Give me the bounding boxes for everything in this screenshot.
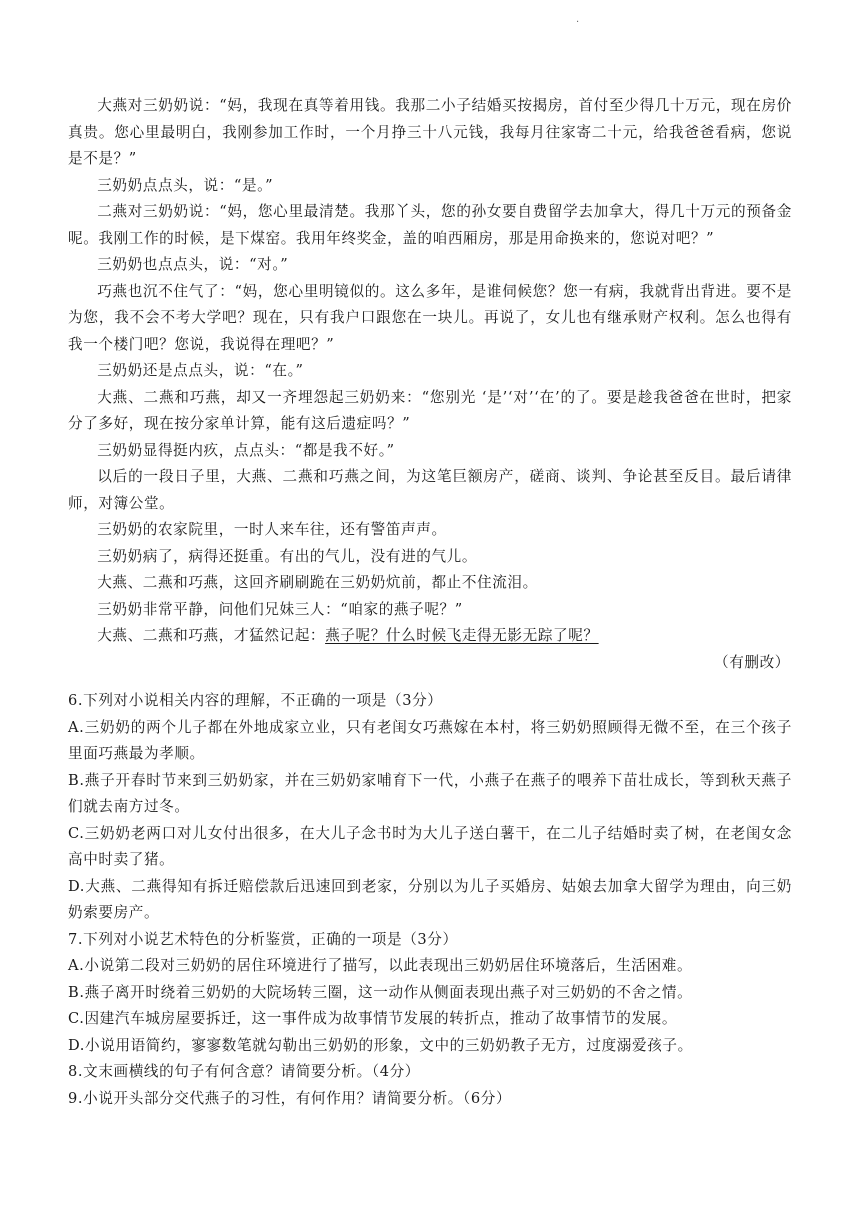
story-paragraph: 以后的一段日子里，大燕、二燕和巧燕之间，为这笔巨额房产，磋商、谈判、争论甚至反目。最后请律师，对簿公堂。 (68, 468, 792, 512)
question-7-option-c: C.因建汽车城房屋要拆迁，这一事件成为故事情节发展的转折点，推动了故事情节的发展。 (68, 1010, 678, 1027)
source-note: （有删改） (714, 653, 790, 671)
question-6-option-b: B.燕子开春时节来到三奶奶家，并在三奶奶家哺育下一代，小燕子在燕子的喂养下苗壮成长，等到秋天燕子们就去南方过冬。 (68, 771, 792, 815)
story-paragraph: 三奶奶的农家院里，一时人来车往，还有警笛声声。 (97, 521, 447, 538)
story-paragraph: 三奶奶病了，病得还挺重。有出的气儿，没有进的气儿。 (97, 547, 478, 565)
story-paragraph: 大燕、二燕和巧燕，这回齐刷刷跪在三奶奶炕前，都止不住流泪。 (97, 574, 538, 591)
story-paragraph: 三奶奶也点点头，说：“对。” (97, 256, 289, 273)
question-6-option-d: D.大燕、二燕得知有拆迁赔偿款后迅速回到老家，分别以为儿子买婚房、姑娘去加拿大留学为理由，向三奶奶索要房产。 (68, 877, 792, 921)
story-paragraph: 大燕对三奶奶说：“妈，我现在真等着用钱。我那二小子结婚买按揭房，首付至少得几十万元，现在房价真贵。您心里最明白，我刚参加工作时，一个月挣三十八元钱，我每月往家寄二十元，给我爸爸看病，您说是不是？” (68, 97, 792, 167)
story-paragraph: 三奶奶非常平静，问他们兄妹三人：“咱家的燕子呢？” (97, 600, 463, 618)
story-last-paragraph (68, 623, 792, 650)
story-paragraph: 巧燕也沉不住气了：“妈，您心里明镜似的。这么多年，是谁伺候您？您一有病，我就背出背进。要不是为您，我不会不考大学吧？现在，只有我户口跟您在一块儿。再说了，女儿也有继承财产权利。怎么也得有我一个楼门吧？您说，我说得在理吧？” (68, 282, 792, 353)
question-7-option-a: A.小说第二段对三奶奶的居住环境进行了描写，以此表现出三奶奶居住环境落后，生活困难。 (68, 957, 693, 974)
story-passage (68, 93, 792, 676)
header-mark: . (576, 14, 580, 25)
question-6-stem: 6.下列对小说相关内容的理解，不正确的一项是（3分） (68, 692, 443, 709)
story-paragraph: 三奶奶还是点点头，说：“在。” (97, 362, 304, 379)
question-7-option-b: B.燕子离开时绕着三奶奶的大院场转三圈，这一动作从侧面表现出燕子对三奶奶的不舍之情。 (68, 983, 693, 1001)
question-6-option-c: C.三奶奶老两口对儿女付出很多，在大儿子念书时为大儿子送白薯干，在二儿子结婚时卖了树，在老闺女念高中时卖了猪。 (68, 824, 792, 868)
story-paragraph: 三奶奶显得挺内疚，点点头：“都是我不好。” (97, 441, 395, 459)
question-7-stem: 7.下列对小说艺术特色的分析鉴赏，正确的一项是（3分） (68, 930, 458, 948)
question-8-stem: 8.文末画横线的句子有何含意？请简要分析。（4分） (68, 1063, 420, 1080)
question-9-stem: 9.小说开头部分交代燕子的习性，有何作用？请简要分析。（6分） (68, 1089, 512, 1107)
last-paragraph-prefix: 大燕、二燕和巧燕，才猛然记起： (97, 627, 326, 644)
story-paragraph: 大燕、二燕和巧燕，却又一齐埋怨起三奶奶来：“您别光 ‘是’‘对’‘在’的了。要是趁我爸爸在世时，把家分了多好，现在按分家单计算，能有这后遗症吗？” (68, 388, 792, 432)
story-paragraph: 二燕对三奶奶说：“妈，您心里最清楚。我那丫头，您的孙女要自费留学去加拿大，得几十万元的预备金呢。我刚工作的时候，是下煤窑。我用年终奖金，盖的咱西厢房，那是用命换来的，您说对吧？” (68, 203, 792, 247)
questions-section (68, 688, 792, 1112)
question-6-option-a: A.三奶奶的两个儿子都在外地成家立业，只有老闺女巧燕嫁在本村，将三奶奶照顾得无微不至，在三个孩子里面巧燕最为孝顺。 (68, 718, 792, 762)
underlined-sentence: 燕子呢？什么时候飞走得无影无踪了呢？ (325, 627, 599, 644)
story-paragraph: 三奶奶点点头，说：“是。” (97, 176, 274, 194)
question-7-option-d: D.小说用语简约，寥寥数笔就勾勒出三奶奶的形象，文中的三奶奶教子无方，过度溺爱孩子。 (68, 1036, 693, 1054)
